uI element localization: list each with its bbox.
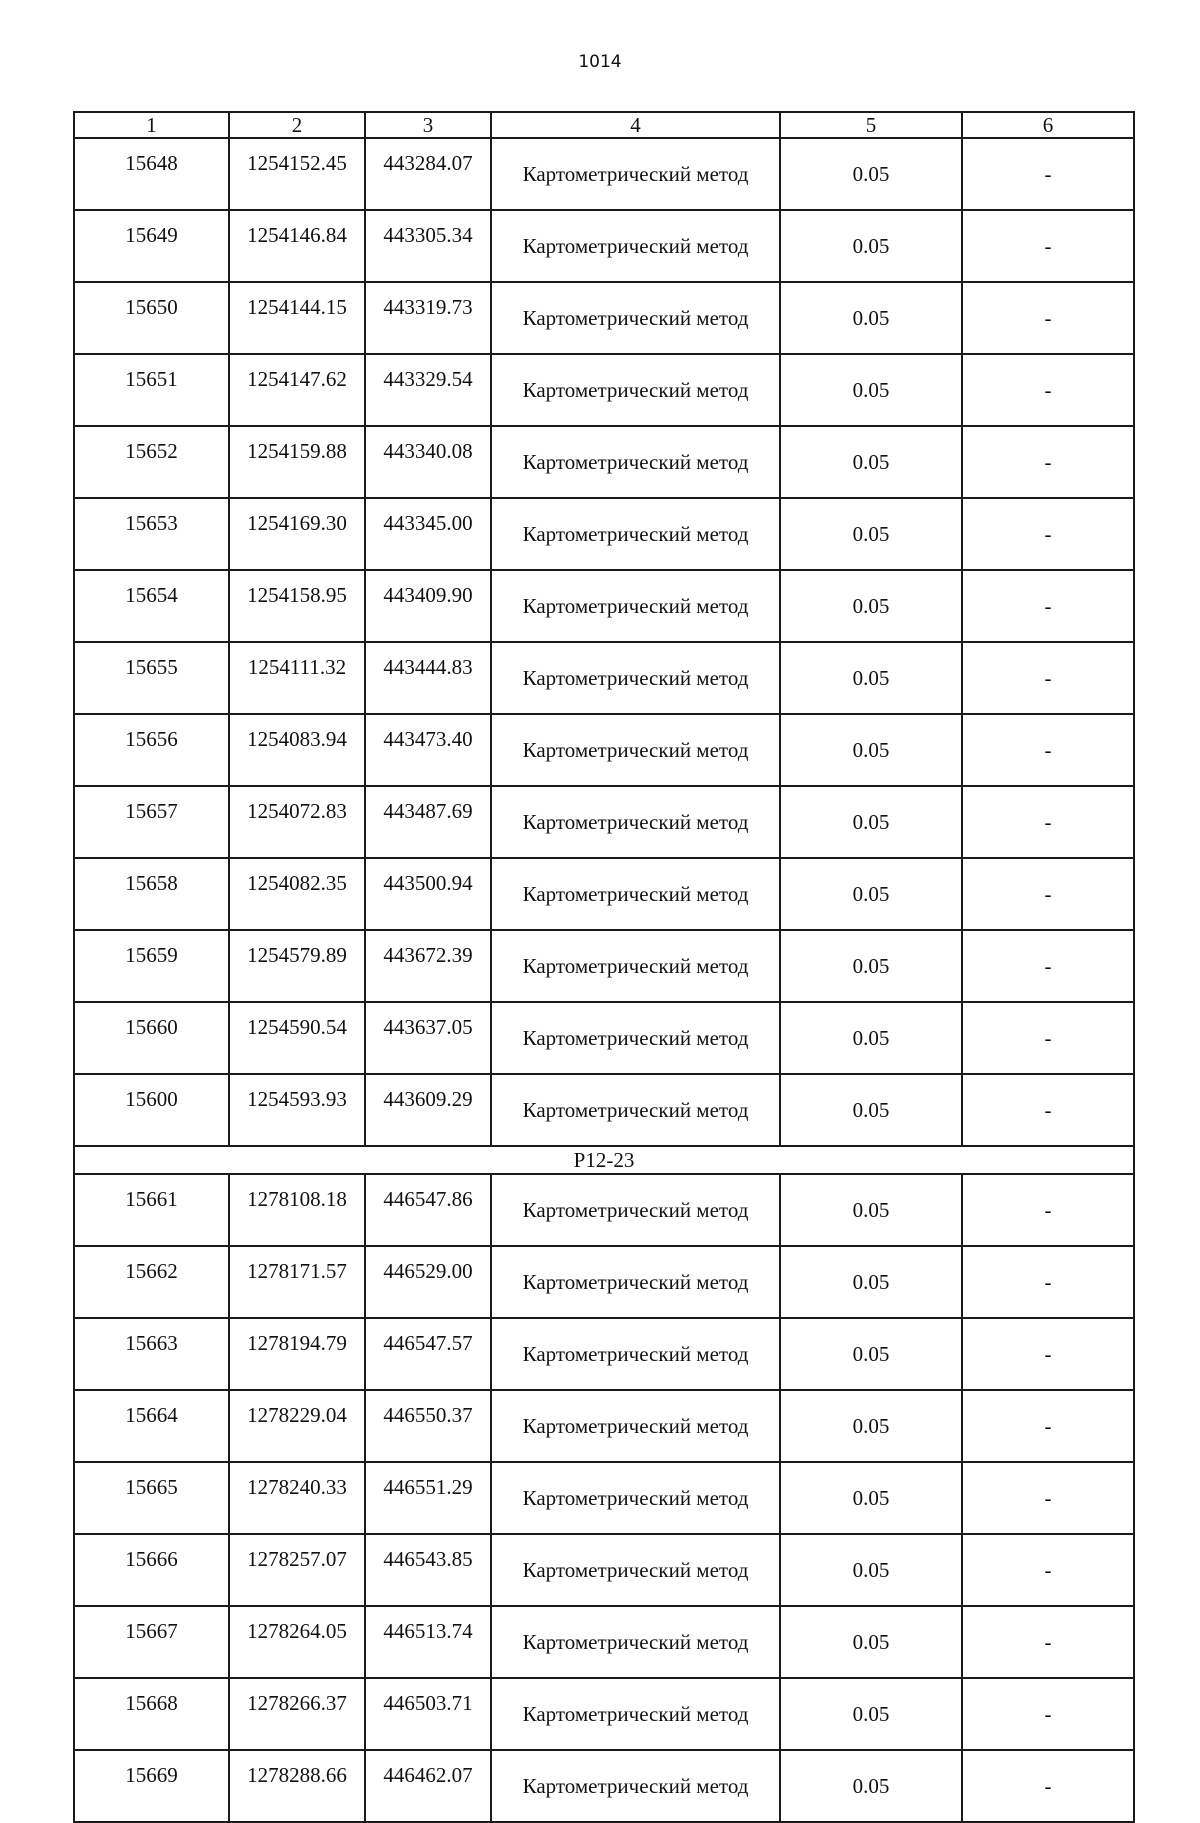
table-row	[74, 1750, 1134, 1822]
accuracy-cell: 0.05	[780, 1390, 962, 1462]
table-row	[74, 1174, 1134, 1246]
y-coordinate-cell: 443637.05	[365, 1002, 491, 1074]
note-cell: -	[962, 930, 1134, 1002]
y-coordinate-cell: 443473.40	[365, 714, 491, 786]
point-number-cell: 15664	[74, 1390, 229, 1462]
y-coordinate-cell: 446547.57	[365, 1318, 491, 1390]
y-coordinate-cell: 443329.54	[365, 354, 491, 426]
table-row	[74, 714, 1134, 786]
accuracy-cell: 0.05	[780, 570, 962, 642]
note-cell: -	[962, 138, 1134, 210]
x-coordinate-cell: 1254590.54	[229, 1002, 365, 1074]
method-cell: Картометрический метод	[491, 570, 780, 642]
table-row	[74, 1390, 1134, 1462]
y-coordinate-cell: 443672.39	[365, 930, 491, 1002]
accuracy-cell: 0.05	[780, 1002, 962, 1074]
accuracy-cell: 0.05	[780, 1534, 962, 1606]
method-cell: Картометрический метод	[491, 1606, 780, 1678]
table-row	[74, 858, 1134, 930]
point-number-cell: 15600	[74, 1074, 229, 1146]
accuracy-cell: 0.05	[780, 1750, 962, 1822]
x-coordinate-cell: 1254147.62	[229, 354, 365, 426]
x-coordinate-cell: 1254111.32	[229, 642, 365, 714]
note-cell: -	[962, 1318, 1134, 1390]
table-row	[74, 786, 1134, 858]
table-row	[74, 1074, 1134, 1146]
method-cell: Картометрический метод	[491, 1246, 780, 1318]
method-cell: Картометрический метод	[491, 1390, 780, 1462]
point-number-cell: 15654	[74, 570, 229, 642]
method-cell: Картометрический метод	[491, 1002, 780, 1074]
method-cell: Картометрический метод	[491, 858, 780, 930]
x-coordinate-cell: 1254158.95	[229, 570, 365, 642]
method-cell: Картометрический метод	[491, 1750, 780, 1822]
y-coordinate-cell: 443609.29	[365, 1074, 491, 1146]
table-row	[74, 1462, 1134, 1534]
accuracy-cell: 0.05	[780, 1318, 962, 1390]
table-row	[74, 354, 1134, 426]
method-cell: Картометрический метод	[491, 714, 780, 786]
table-row	[74, 570, 1134, 642]
method-cell: Картометрический метод	[491, 210, 780, 282]
table-row	[74, 1606, 1134, 1678]
point-number-cell: 15669	[74, 1750, 229, 1822]
column-header: 5	[780, 112, 962, 138]
accuracy-cell: 0.05	[780, 354, 962, 426]
method-cell: Картометрический метод	[491, 786, 780, 858]
note-cell: -	[962, 426, 1134, 498]
table-row	[74, 210, 1134, 282]
y-coordinate-cell: 443284.07	[365, 138, 491, 210]
column-header: 1	[74, 112, 229, 138]
method-cell: Картометрический метод	[491, 138, 780, 210]
point-number-cell: 15657	[74, 786, 229, 858]
method-cell: Картометрический метод	[491, 426, 780, 498]
note-cell: -	[962, 1750, 1134, 1822]
table-row	[74, 1318, 1134, 1390]
y-coordinate-cell: 446543.85	[365, 1534, 491, 1606]
section-row	[74, 1146, 1134, 1174]
note-cell: -	[962, 1002, 1134, 1074]
point-number-cell: 15660	[74, 1002, 229, 1074]
y-coordinate-cell: 443305.34	[365, 210, 491, 282]
method-cell: Картометрический метод	[491, 642, 780, 714]
y-coordinate-cell: 446513.74	[365, 1606, 491, 1678]
table-row	[74, 426, 1134, 498]
accuracy-cell: 0.05	[780, 1678, 962, 1750]
accuracy-cell: 0.05	[780, 498, 962, 570]
table-row	[74, 1002, 1134, 1074]
table-row	[74, 138, 1134, 210]
note-cell: -	[962, 354, 1134, 426]
point-number-cell: 15649	[74, 210, 229, 282]
note-cell: -	[962, 858, 1134, 930]
point-number-cell: 15663	[74, 1318, 229, 1390]
y-coordinate-cell: 443444.83	[365, 642, 491, 714]
accuracy-cell: 0.05	[780, 210, 962, 282]
column-header: 6	[962, 112, 1134, 138]
note-cell: -	[962, 786, 1134, 858]
column-header: 2	[229, 112, 365, 138]
x-coordinate-cell: 1278257.07	[229, 1534, 365, 1606]
x-coordinate-cell: 1278194.79	[229, 1318, 365, 1390]
note-cell: -	[962, 210, 1134, 282]
x-coordinate-cell: 1278264.05	[229, 1606, 365, 1678]
x-coordinate-cell: 1278229.04	[229, 1390, 365, 1462]
note-cell: -	[962, 498, 1134, 570]
method-cell: Картометрический метод	[491, 282, 780, 354]
y-coordinate-cell: 443500.94	[365, 858, 491, 930]
y-coordinate-cell: 443319.73	[365, 282, 491, 354]
accuracy-cell: 0.05	[780, 786, 962, 858]
point-number-cell: 15652	[74, 426, 229, 498]
accuracy-cell: 0.05	[780, 282, 962, 354]
note-cell: -	[962, 1074, 1134, 1146]
note-cell: -	[962, 1462, 1134, 1534]
table-row	[74, 1678, 1134, 1750]
method-cell: Картометрический метод	[491, 1174, 780, 1246]
x-coordinate-cell: 1254072.83	[229, 786, 365, 858]
accuracy-cell: 0.05	[780, 642, 962, 714]
point-number-cell: 15656	[74, 714, 229, 786]
y-coordinate-cell: 443487.69	[365, 786, 491, 858]
point-number-cell: 15651	[74, 354, 229, 426]
accuracy-cell: 0.05	[780, 1246, 962, 1318]
method-cell: Картометрический метод	[491, 1318, 780, 1390]
note-cell: -	[962, 570, 1134, 642]
x-coordinate-cell: 1278240.33	[229, 1462, 365, 1534]
header-row	[74, 112, 1134, 138]
note-cell: -	[962, 714, 1134, 786]
y-coordinate-cell: 443345.00	[365, 498, 491, 570]
method-cell: Картометрический метод	[491, 1074, 780, 1146]
x-coordinate-cell: 1254144.15	[229, 282, 365, 354]
section-label: Р12-23	[74, 1146, 1134, 1174]
y-coordinate-cell: 446462.07	[365, 1750, 491, 1822]
table-row	[74, 1246, 1134, 1318]
x-coordinate-cell: 1254152.45	[229, 138, 365, 210]
x-coordinate-cell: 1278288.66	[229, 1750, 365, 1822]
accuracy-cell: 0.05	[780, 714, 962, 786]
method-cell: Картометрический метод	[491, 1462, 780, 1534]
column-header: 4	[491, 112, 780, 138]
point-number-cell: 15655	[74, 642, 229, 714]
coordinates-table	[73, 111, 1135, 1823]
note-cell: -	[962, 1534, 1134, 1606]
y-coordinate-cell: 443409.90	[365, 570, 491, 642]
x-coordinate-cell: 1254146.84	[229, 210, 365, 282]
table-row	[74, 1534, 1134, 1606]
y-coordinate-cell: 446529.00	[365, 1246, 491, 1318]
point-number-cell: 15648	[74, 138, 229, 210]
page-number: 1014	[578, 52, 622, 72]
method-cell: Картометрический метод	[491, 498, 780, 570]
coordinates-table-body	[74, 112, 1134, 1822]
method-cell: Картометрический метод	[491, 930, 780, 1002]
point-number-cell: 15653	[74, 498, 229, 570]
note-cell: -	[962, 642, 1134, 714]
point-number-cell: 15658	[74, 858, 229, 930]
table-row	[74, 642, 1134, 714]
y-coordinate-cell: 446551.29	[365, 1462, 491, 1534]
point-number-cell: 15668	[74, 1678, 229, 1750]
y-coordinate-cell: 443340.08	[365, 426, 491, 498]
accuracy-cell: 0.05	[780, 1174, 962, 1246]
x-coordinate-cell: 1254169.30	[229, 498, 365, 570]
method-cell: Картометрический метод	[491, 1678, 780, 1750]
accuracy-cell: 0.05	[780, 1462, 962, 1534]
point-number-cell: 15665	[74, 1462, 229, 1534]
note-cell: -	[962, 1390, 1134, 1462]
table-row	[74, 930, 1134, 1002]
column-header: 3	[365, 112, 491, 138]
table-row	[74, 282, 1134, 354]
x-coordinate-cell: 1254083.94	[229, 714, 365, 786]
y-coordinate-cell: 446547.86	[365, 1174, 491, 1246]
y-coordinate-cell: 446550.37	[365, 1390, 491, 1462]
accuracy-cell: 0.05	[780, 858, 962, 930]
accuracy-cell: 0.05	[780, 138, 962, 210]
x-coordinate-cell: 1254082.35	[229, 858, 365, 930]
point-number-cell: 15662	[74, 1246, 229, 1318]
note-cell: -	[962, 1174, 1134, 1246]
point-number-cell: 15650	[74, 282, 229, 354]
accuracy-cell: 0.05	[780, 426, 962, 498]
method-cell: Картометрический метод	[491, 354, 780, 426]
y-coordinate-cell: 446503.71	[365, 1678, 491, 1750]
x-coordinate-cell: 1278266.37	[229, 1678, 365, 1750]
x-coordinate-cell: 1254159.88	[229, 426, 365, 498]
accuracy-cell: 0.05	[780, 1074, 962, 1146]
point-number-cell: 15666	[74, 1534, 229, 1606]
x-coordinate-cell: 1254593.93	[229, 1074, 365, 1146]
x-coordinate-cell: 1278108.18	[229, 1174, 365, 1246]
note-cell: -	[962, 1606, 1134, 1678]
point-number-cell: 15661	[74, 1174, 229, 1246]
accuracy-cell: 0.05	[780, 930, 962, 1002]
x-coordinate-cell: 1278171.57	[229, 1246, 365, 1318]
point-number-cell: 15659	[74, 930, 229, 1002]
accuracy-cell: 0.05	[780, 1606, 962, 1678]
note-cell: -	[962, 1678, 1134, 1750]
method-cell: Картометрический метод	[491, 1534, 780, 1606]
x-coordinate-cell: 1254579.89	[229, 930, 365, 1002]
point-number-cell: 15667	[74, 1606, 229, 1678]
note-cell: -	[962, 282, 1134, 354]
table-row	[74, 498, 1134, 570]
note-cell: -	[962, 1246, 1134, 1318]
